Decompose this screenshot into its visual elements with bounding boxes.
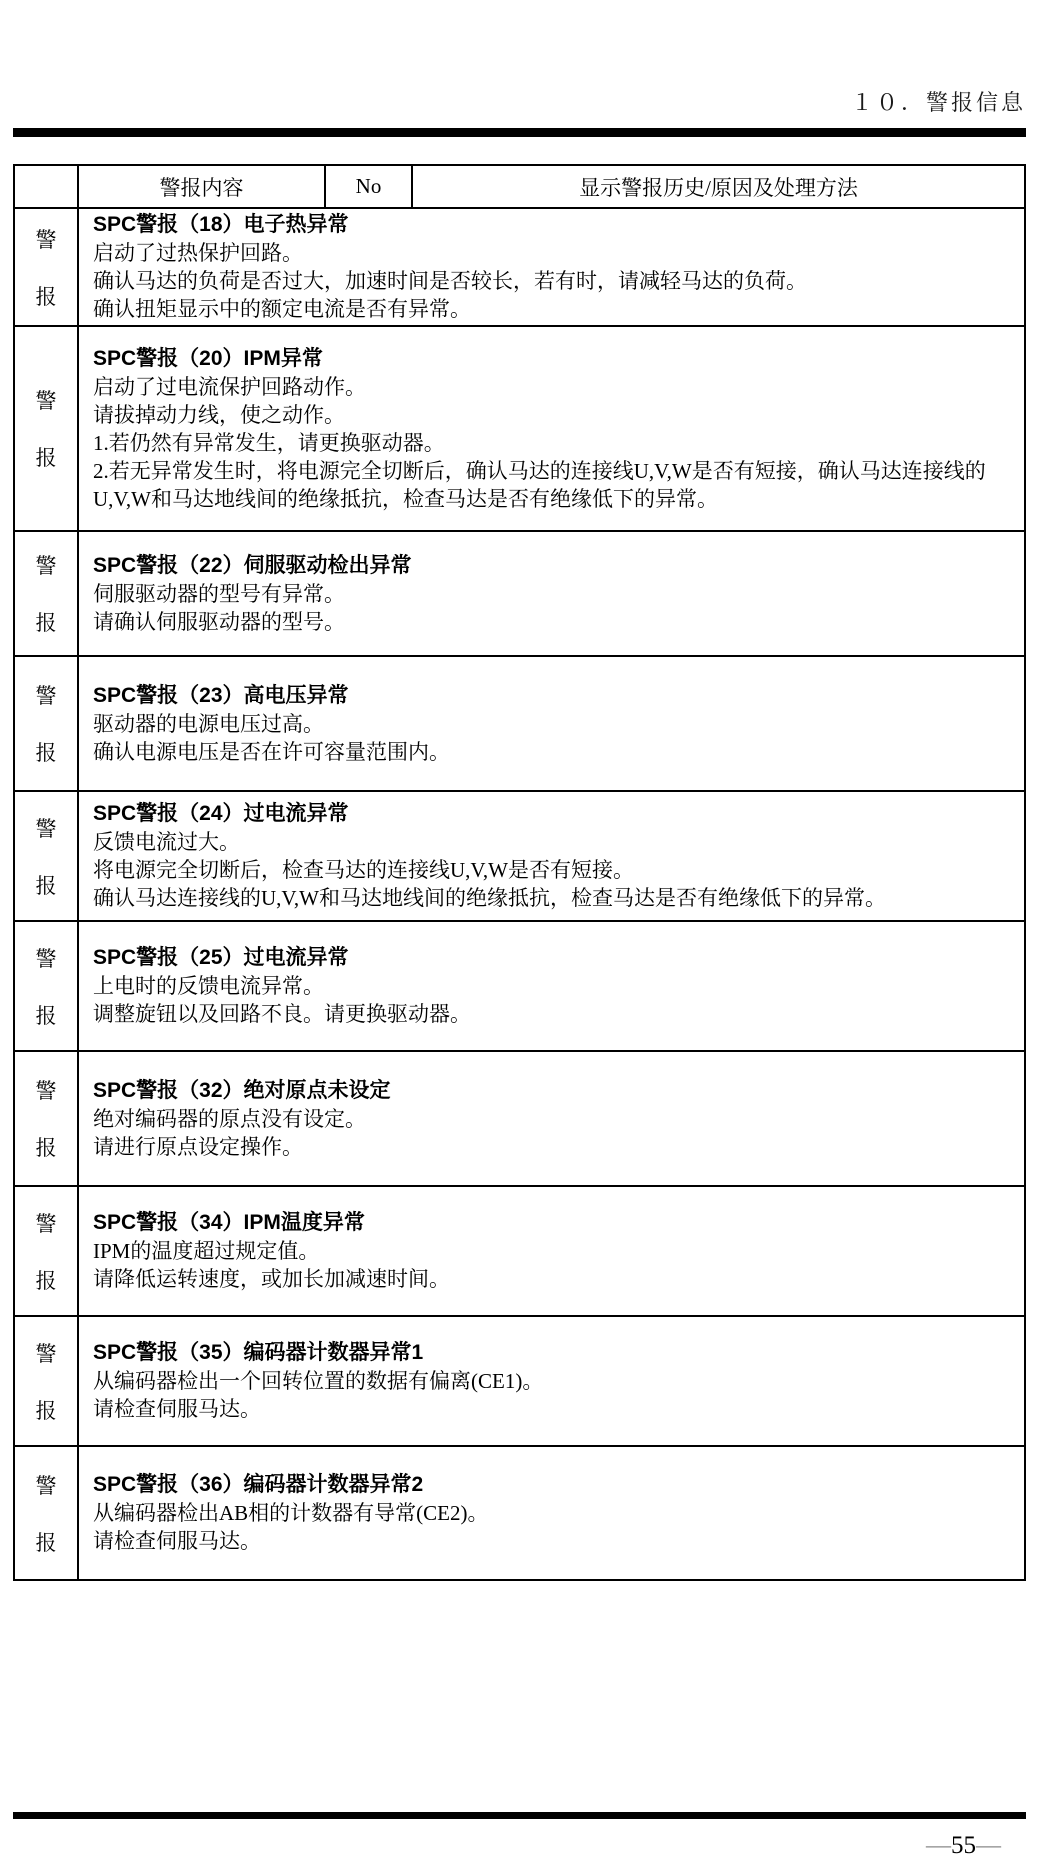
alarm-desc-line: 从编码器检出一个回转位置的数据有偏离(CE1)。 bbox=[93, 1369, 544, 1393]
row-label-char: 报 bbox=[35, 1003, 57, 1028]
alarm-desc-line: 反馈电流过大。 bbox=[93, 830, 240, 854]
alarm-title: SPC警报（24）过电流异常 bbox=[93, 802, 349, 825]
table-row bbox=[15, 532, 1024, 657]
table-row bbox=[15, 657, 1024, 792]
alarm-detail-cell bbox=[79, 532, 1024, 655]
row-label-char: 报 bbox=[35, 1398, 57, 1423]
page-number-dash: — bbox=[926, 1832, 951, 1859]
table-row bbox=[15, 1447, 1024, 1579]
alarm-desc-line: 确认马达连接线的U,V,W和马达地线间的绝缘抵抗，检查马达是否有绝缘低下的异常。 bbox=[93, 886, 886, 910]
row-label-char: 报 bbox=[35, 446, 57, 470]
alarm-detail-cell bbox=[79, 209, 1024, 325]
alarm-title: SPC警报（23）高电压异常 bbox=[93, 683, 349, 707]
row-label-char: 警 bbox=[35, 227, 57, 252]
row-label-char: 警 bbox=[35, 1341, 57, 1366]
alarm-desc-line: IPM的温度超过规定值。 bbox=[93, 1239, 320, 1263]
alarm-info-table bbox=[13, 164, 1026, 1581]
alarm-title: SPC警报（25）过电流异常 bbox=[93, 946, 349, 969]
alarm-desc-line: 请检查伺服马达。 bbox=[93, 1397, 261, 1421]
row-label-alarm bbox=[15, 657, 79, 790]
alarm-desc-line: 请确认伺服驱动器的型号。 bbox=[93, 609, 345, 634]
alarm-detail-cell bbox=[79, 1447, 1024, 1579]
table-row bbox=[15, 792, 1024, 922]
alarm-desc-line: 绝对编码器的原点没有设定。 bbox=[93, 1106, 366, 1131]
alarm-desc-line: 1.若仍然有异常发生，请更换驱动器。 bbox=[93, 430, 445, 455]
row-label-char: 报 bbox=[35, 873, 57, 898]
row-label-char: 报 bbox=[35, 1268, 57, 1293]
row-label-alarm bbox=[15, 532, 79, 655]
header-cell-history-method: 显示警报历史/原因及处理方法 bbox=[579, 175, 858, 200]
row-label-char: 警 bbox=[35, 816, 57, 841]
row-label-char: 报 bbox=[35, 1530, 57, 1555]
alarm-title: SPC警报（22）伺服驱动检出异常 bbox=[93, 553, 412, 577]
row-label-alarm bbox=[15, 922, 79, 1050]
bottom-divider-rule bbox=[13, 1812, 1026, 1819]
alarm-detail-cell bbox=[79, 1187, 1024, 1315]
alarm-title: SPC警报（34）IPM温度异常 bbox=[93, 1211, 365, 1234]
alarm-detail-cell bbox=[79, 1052, 1024, 1185]
alarm-title: SPC警报（35）编码器计数器异常1 bbox=[93, 1341, 424, 1364]
alarm-title: SPC警报（32）绝对原点未设定 bbox=[93, 1078, 391, 1102]
alarm-title: SPC警报（20）IPM异常 bbox=[93, 346, 323, 370]
table-header-row bbox=[15, 166, 1024, 209]
row-label-char: 报 bbox=[35, 1136, 57, 1160]
alarm-desc-line: 确认电源电压是否在许可容量范围内。 bbox=[93, 739, 450, 764]
alarm-desc-line: 请进行原点设定操作。 bbox=[93, 1134, 303, 1159]
row-label-char: 报 bbox=[35, 611, 57, 635]
row-label-alarm bbox=[15, 1052, 79, 1185]
alarm-detail-cell bbox=[79, 792, 1024, 920]
alarm-desc-line: 从编码器检出AB相的计数器有导常(CE2)。 bbox=[93, 1501, 489, 1525]
top-divider-rule bbox=[13, 128, 1026, 137]
alarm-desc-line: 确认扭矩显示中的额定电流是否有异常。 bbox=[93, 297, 471, 321]
alarm-desc-line: 启动了过热保护回路。 bbox=[93, 241, 303, 265]
alarm-detail-cell bbox=[79, 922, 1024, 1050]
alarm-detail-cell bbox=[79, 657, 1024, 790]
row-label-char: 报 bbox=[35, 284, 57, 309]
alarm-desc-line: 确认马达的负荷是否过大，加速时间是否较长，若有时，请减轻马达的负荷。 bbox=[93, 269, 807, 293]
row-label-char: 警 bbox=[35, 554, 57, 578]
alarm-detail-cell bbox=[79, 327, 1024, 530]
alarm-desc-line: 请降低运转速度，或加长加减速时间。 bbox=[93, 1267, 450, 1291]
alarm-desc-line: 2.若无异常发生时，将电源完全切断后，确认马达的连接线U,V,W是否有短接，确认马达连接线的U,V,W和马达地线间的绝缘抵抗，检查马达是否有绝缘低下的异常。 bbox=[93, 458, 986, 511]
alarm-detail-cell bbox=[79, 1317, 1024, 1445]
alarm-desc-line: 请拔掉动力线，使之动作。 bbox=[93, 402, 345, 427]
row-label-char: 报 bbox=[35, 741, 57, 765]
row-label-char: 警 bbox=[35, 1211, 57, 1236]
page-number-value: 55 bbox=[951, 1832, 976, 1859]
header-cell-no: No bbox=[326, 166, 413, 207]
row-label-char: 警 bbox=[35, 946, 57, 971]
table-row bbox=[15, 922, 1024, 1052]
alarm-desc-line: 请检查伺服马达。 bbox=[93, 1529, 261, 1553]
alarm-title: SPC警报（18）电子热异常 bbox=[93, 213, 349, 236]
row-label-char: 警 bbox=[35, 389, 57, 413]
page-number bbox=[926, 1832, 1001, 1860]
header-cell-blank bbox=[15, 166, 79, 207]
row-label-alarm bbox=[15, 1187, 79, 1315]
table-row bbox=[15, 327, 1024, 532]
alarm-desc-line: 伺服驱动器的型号有异常。 bbox=[93, 581, 345, 606]
header-cell-alarm-content: 警报内容 bbox=[79, 166, 326, 207]
row-label-char: 警 bbox=[35, 1473, 57, 1498]
row-label-alarm bbox=[15, 1317, 79, 1445]
table-row bbox=[15, 1052, 1024, 1187]
table-row bbox=[15, 1317, 1024, 1447]
table-row bbox=[15, 1187, 1024, 1317]
alarm-desc-line: 将电源完全切断后，检查马达的连接线U,V,W是否有短接。 bbox=[93, 858, 634, 882]
row-label-char: 警 bbox=[35, 684, 57, 708]
row-label-alarm bbox=[15, 792, 79, 920]
page-number-dash: — bbox=[976, 1832, 1001, 1859]
section-title: １０．警报信息 bbox=[850, 90, 1026, 115]
row-label-char: 警 bbox=[35, 1079, 57, 1103]
row-label-alarm bbox=[15, 327, 79, 530]
table-row bbox=[15, 209, 1024, 327]
alarm-desc-line: 上电时的反馈电流异常。 bbox=[93, 974, 324, 998]
row-label-alarm bbox=[15, 1447, 79, 1579]
alarm-desc-line: 调整旋钮以及回路不良。请更换驱动器。 bbox=[93, 1002, 471, 1026]
alarm-title: SPC警报（36）编码器计数器异常2 bbox=[93, 1473, 424, 1496]
row-label-alarm bbox=[15, 209, 79, 325]
alarm-desc-line: 启动了过电流保护回路动作。 bbox=[93, 374, 366, 399]
alarm-desc-line: 驱动器的电源电压过高。 bbox=[93, 711, 324, 736]
